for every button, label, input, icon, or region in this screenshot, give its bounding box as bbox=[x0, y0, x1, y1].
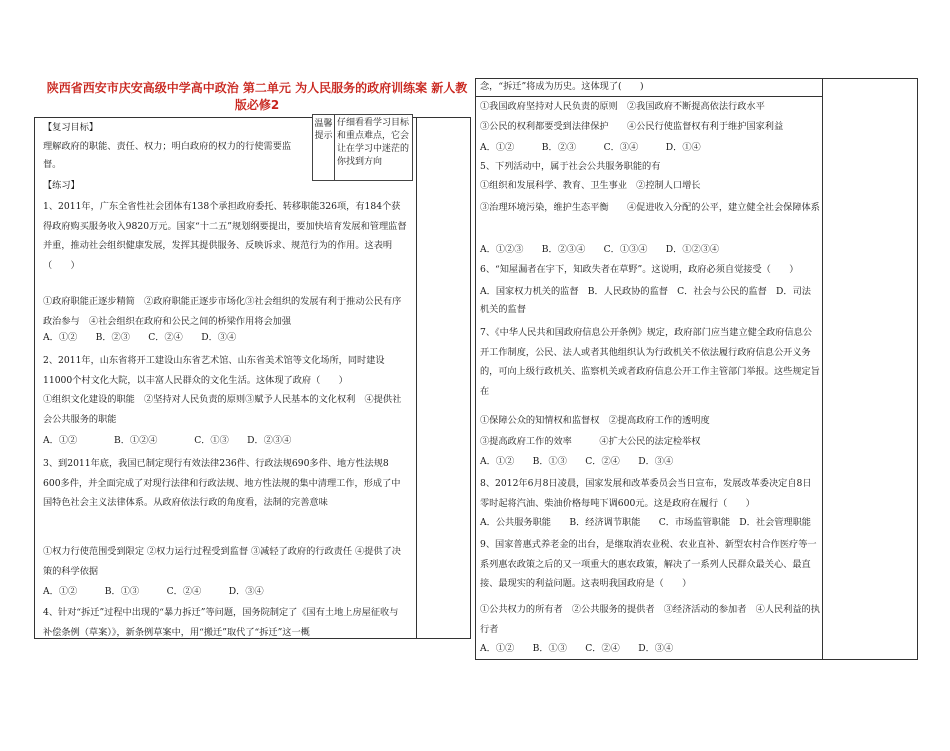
question-2-answers: A．①② B．①②④ C．①③ D．②③④ bbox=[43, 435, 292, 446]
right-worksheet-table bbox=[475, 78, 918, 660]
question-9-options: ①公共权力的所有者 ②公共服务的提供者 ③经济活动的参加者 ④人民利益的执行者 bbox=[480, 604, 820, 635]
question-9-answers: A．①② B．①③ C．②④ D．③④ bbox=[480, 643, 674, 654]
question-4-options-line2: ③公民的权利都要受到法律保护 ④公民行使监督权有利于维护国家利益 bbox=[480, 121, 784, 132]
question-5-answers: A．①②③ B．②③④ C．①③④ D．①②③④ bbox=[480, 244, 720, 255]
question-8-answers: A．公共服务职能 B．经济调节职能 C．市场监管职能 D．社会管理职能 bbox=[480, 517, 811, 528]
question-1-answers: A．①② B．②③ C．②④ D．③④ bbox=[43, 332, 237, 343]
question-1-options: ①政府职能正逐步精简 ②政府职能正逐步市场化③社会组织的发展有利于推动公民有序政治参与 ④社会组织在政府和公民之间的桥梁作用将会加强 bbox=[43, 296, 402, 327]
question-6-answers: A．国家权力机关的监督 B．人民政协的监督 C．社会与公民的监督 D．司法机关的监督 bbox=[480, 286, 811, 315]
review-heading: 【复习目标】 bbox=[43, 122, 99, 133]
column-divider bbox=[822, 79, 823, 659]
question-1: 1、2011年，广东全省性社会团体有138个承担政府委托、转移职能326项，有184个获得政府购买服务收入9820万元。国家“十二五”规划纲要提出，要加快培育发展和管理监督并重，推动社会组织健康发展，发挥其提供服务、反映诉求、规范行为的作用。这表明（ ） bbox=[43, 201, 407, 271]
hint-box bbox=[312, 114, 413, 181]
page-title: 陕西省西安市庆安高级中学高中政治 第二单元 为人民服务的政府训练案 新人教版必修2 bbox=[46, 81, 468, 112]
question-3-answers: A．①② B．①③ C．②④ D．③④ bbox=[43, 586, 264, 597]
question-5: 5、下列活动中，属于社会公共服务职能的有 bbox=[480, 161, 661, 172]
hint-label: 温馨提示 bbox=[313, 115, 335, 180]
left-worksheet-table bbox=[34, 117, 471, 639]
question-2-options: ①组织文化建设的职能 ②坚持对人民负责的原则③赋予人民基本的文化权利 ④提供社会公共服务的职能 bbox=[43, 394, 402, 425]
question-9: 9、国家普惠式养老金的出台，是继取消农业税、农业直补、新型农村合作医疗等一系列惠农政策之后的又一项重大的惠农政策，解决了一系列人民群众最关心、最直接、最现实的利益问题。这表明我国政府是（ ） bbox=[480, 539, 817, 589]
practice-heading: 【练习】 bbox=[43, 180, 80, 191]
question-7-options-line2: ③提高政府工作的效率 ④扩大公民的法定检举权 bbox=[480, 436, 701, 447]
question-5-options-line2: ③治理环境污染，维护生态平衡 ④促进收入分配的公平，建立健全社会保障体系 bbox=[480, 202, 820, 213]
row-divider bbox=[476, 96, 822, 97]
question-4-continued: 念，“拆迁”将成为历史。这体现了( ) bbox=[480, 81, 644, 92]
question-7-options-line1: ①保障公众的知情权和监督权 ②提高政府工作的透明度 bbox=[480, 415, 710, 426]
review-text: 理解政府的职能、责任、权力；明白政府的权力的行使需要监督。 bbox=[43, 141, 292, 170]
question-5-options-line1: ①组织和发展科学、教育、卫生事业 ②控制人口增长 bbox=[480, 180, 701, 191]
question-3-options: ①权力行使范围受到限定 ②权力运行过程受到监督 ③减轻了政府的行政责任 ④提供了决策的科学依据 bbox=[43, 546, 401, 577]
question-4-options-line1: ①我国政府坚持对人民负责的原则 ②我国政府不断提高依法行政水平 bbox=[480, 101, 765, 112]
question-8: 8、2012年6月8日凌晨，国家发展和改革委员会当日宣布，发展改革委决定自8日零时起将汽油、柴油价格每吨下调600元。这是政府在履行（ ） bbox=[480, 478, 812, 509]
question-3: 3、到2011年底，我国已制定现行有效法律236件、行政法规690多件、地方性法规8 600多件，并全面完成了对现行法律和行政法规、地方性法规的集中清理工作，形成了中国特色社会主义法律体系。从政府依法行政的角度看，法制的完善意味 bbox=[43, 458, 401, 508]
question-7-answers: A．①② B．①③ C．②④ D．③④ bbox=[480, 456, 674, 467]
question-4-answers: A．①② B．②③ C．③④ D．①④ bbox=[480, 142, 701, 153]
question-4: 4、针对“拆迁”过程中出现的“暴力拆迁”等问题，国务院制定了《国有土地上房屋征收与补偿条例（草案）》，新条例草案中，用“搬迁”取代了“拆迁”这一概 bbox=[43, 607, 399, 638]
hint-text: 仔细看看学习目标和重点难点，它会让在学习中迷茫的你找到方向 bbox=[337, 118, 410, 167]
column-divider bbox=[416, 118, 417, 638]
question-7: 7、《中华人民共和国政府信息公开条例》规定，政府部门应当建立健全政府信息公开工作制度，公民、法人或者其他组织认为行政机关不依法履行政府信息公开义务的，可向上级行政机关、监察机关或者政府信息公开工作主管部门举报。这些规定旨在 bbox=[480, 327, 820, 397]
question-2: 2、2011年，山东省将开工建设山东省艺术馆、山东省美术馆等文化场所，同时建设11000个村文化大院，以丰富人民群众的文化生活。这体现了政府（ ） bbox=[43, 355, 385, 386]
question-6: 6、“知屋漏者在宇下，知政失者在草野”。这说明，政府必须自觉接受（ ） bbox=[480, 264, 799, 275]
